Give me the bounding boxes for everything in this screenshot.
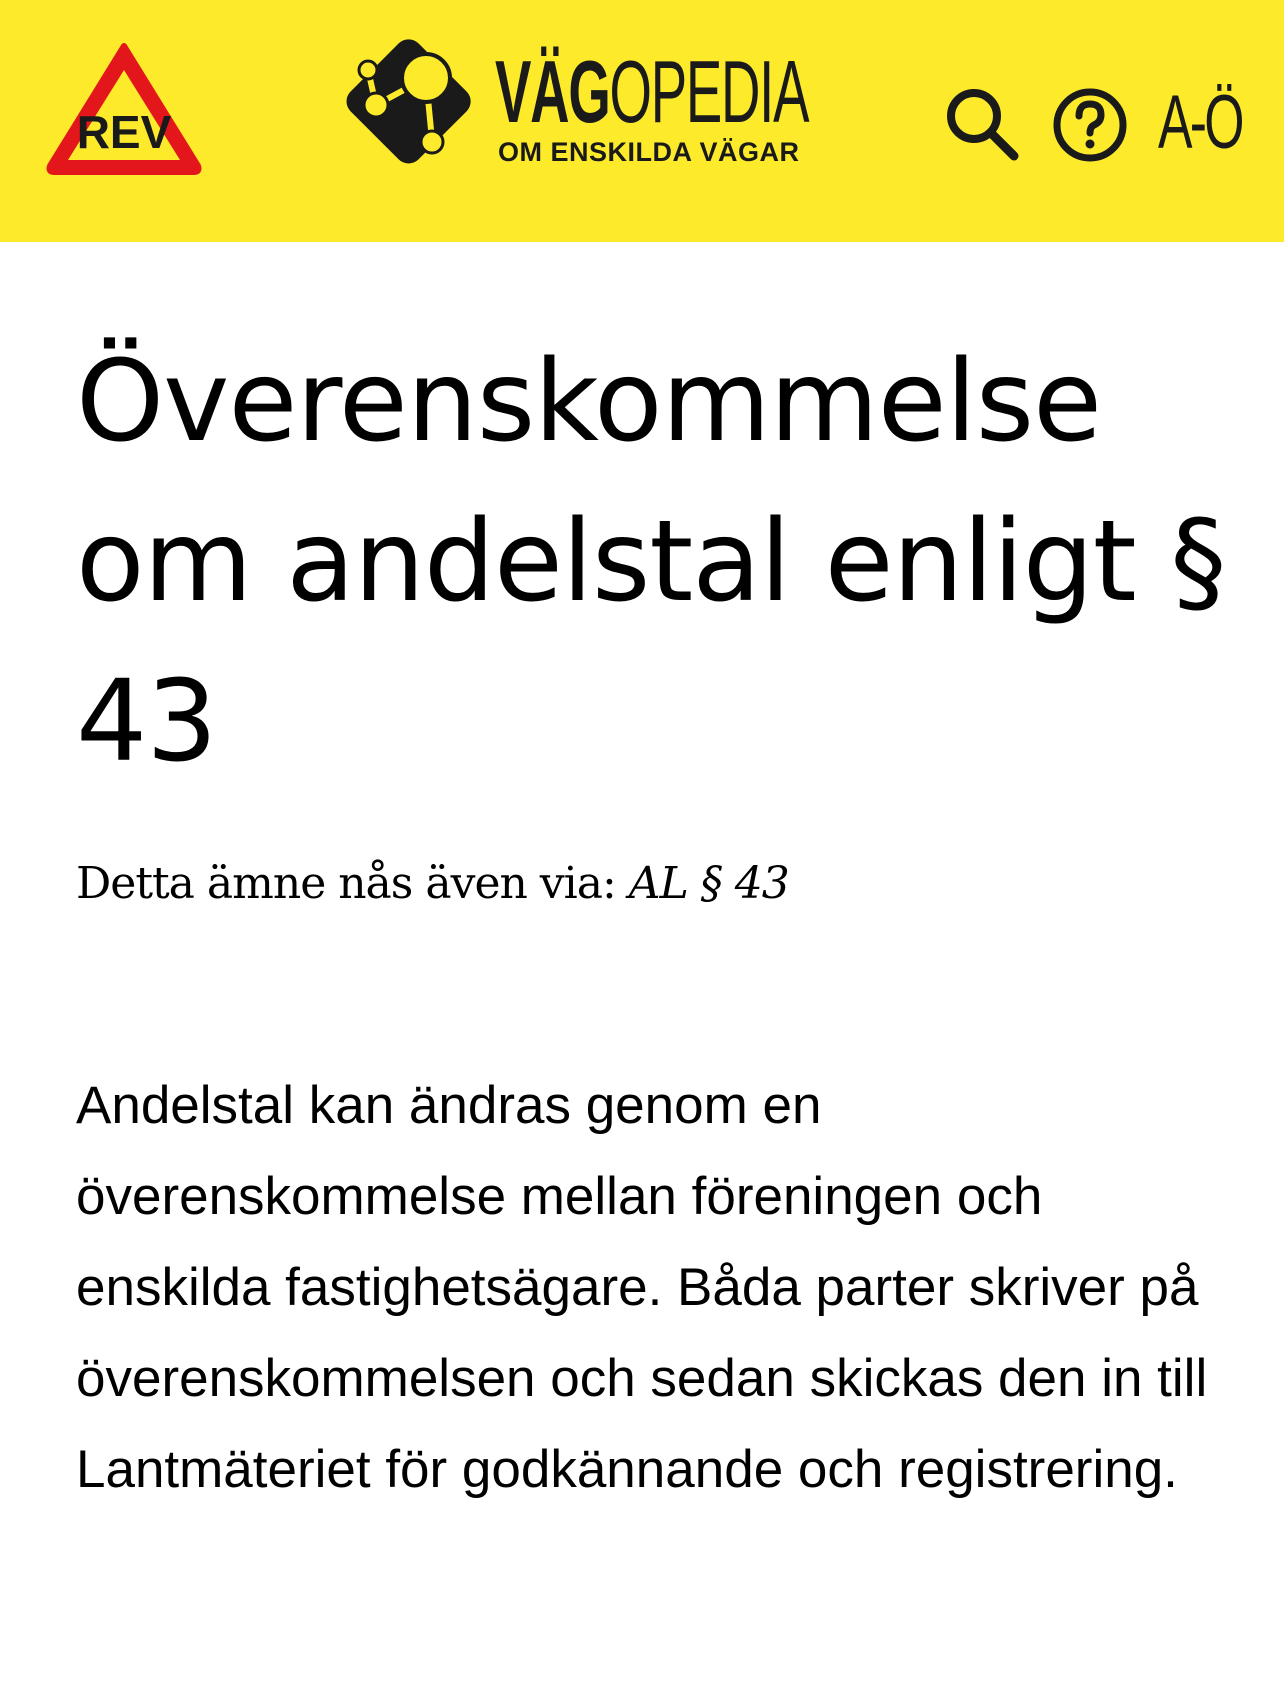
rev-triangle-icon (44, 40, 204, 176)
rev-logo[interactable] (44, 40, 204, 176)
help-icon (1050, 85, 1130, 165)
site-header (0, 0, 1284, 242)
alias-link[interactable]: AL § 43 (628, 858, 789, 909)
brand-name-thin: OPEDIA (609, 42, 809, 141)
alias-line (76, 856, 1226, 912)
vagopedia-logo[interactable] (340, 30, 809, 180)
brand-name-bold: VÄG (495, 42, 610, 141)
article-body: Andelstal kan ändras genom en överenskommelse mellan föreningen och enskilda fastighetsägare. Båda parter skriver på överenskommelsen och sedan skickas den in till Lantmäteriet för godkännande och registrering. (76, 1076, 1208, 1499)
brand-name (495, 42, 809, 141)
search-icon (944, 86, 1020, 162)
vagopedia-network-icon (340, 30, 480, 180)
alias-prefix: Detta ämne nås även via: (76, 858, 616, 909)
article (76, 242, 1226, 1515)
rev-logo-text: REV (76, 106, 172, 158)
page-title: Överenskommelse om andelstal enligt § 43 (76, 337, 1226, 787)
help-button[interactable] (1050, 85, 1130, 165)
brand-tagline: OM ENSKILDA VÄGAR (498, 137, 800, 167)
a-z-index-button[interactable]: A-Ö (1158, 80, 1242, 165)
search-button[interactable] (944, 86, 1020, 162)
